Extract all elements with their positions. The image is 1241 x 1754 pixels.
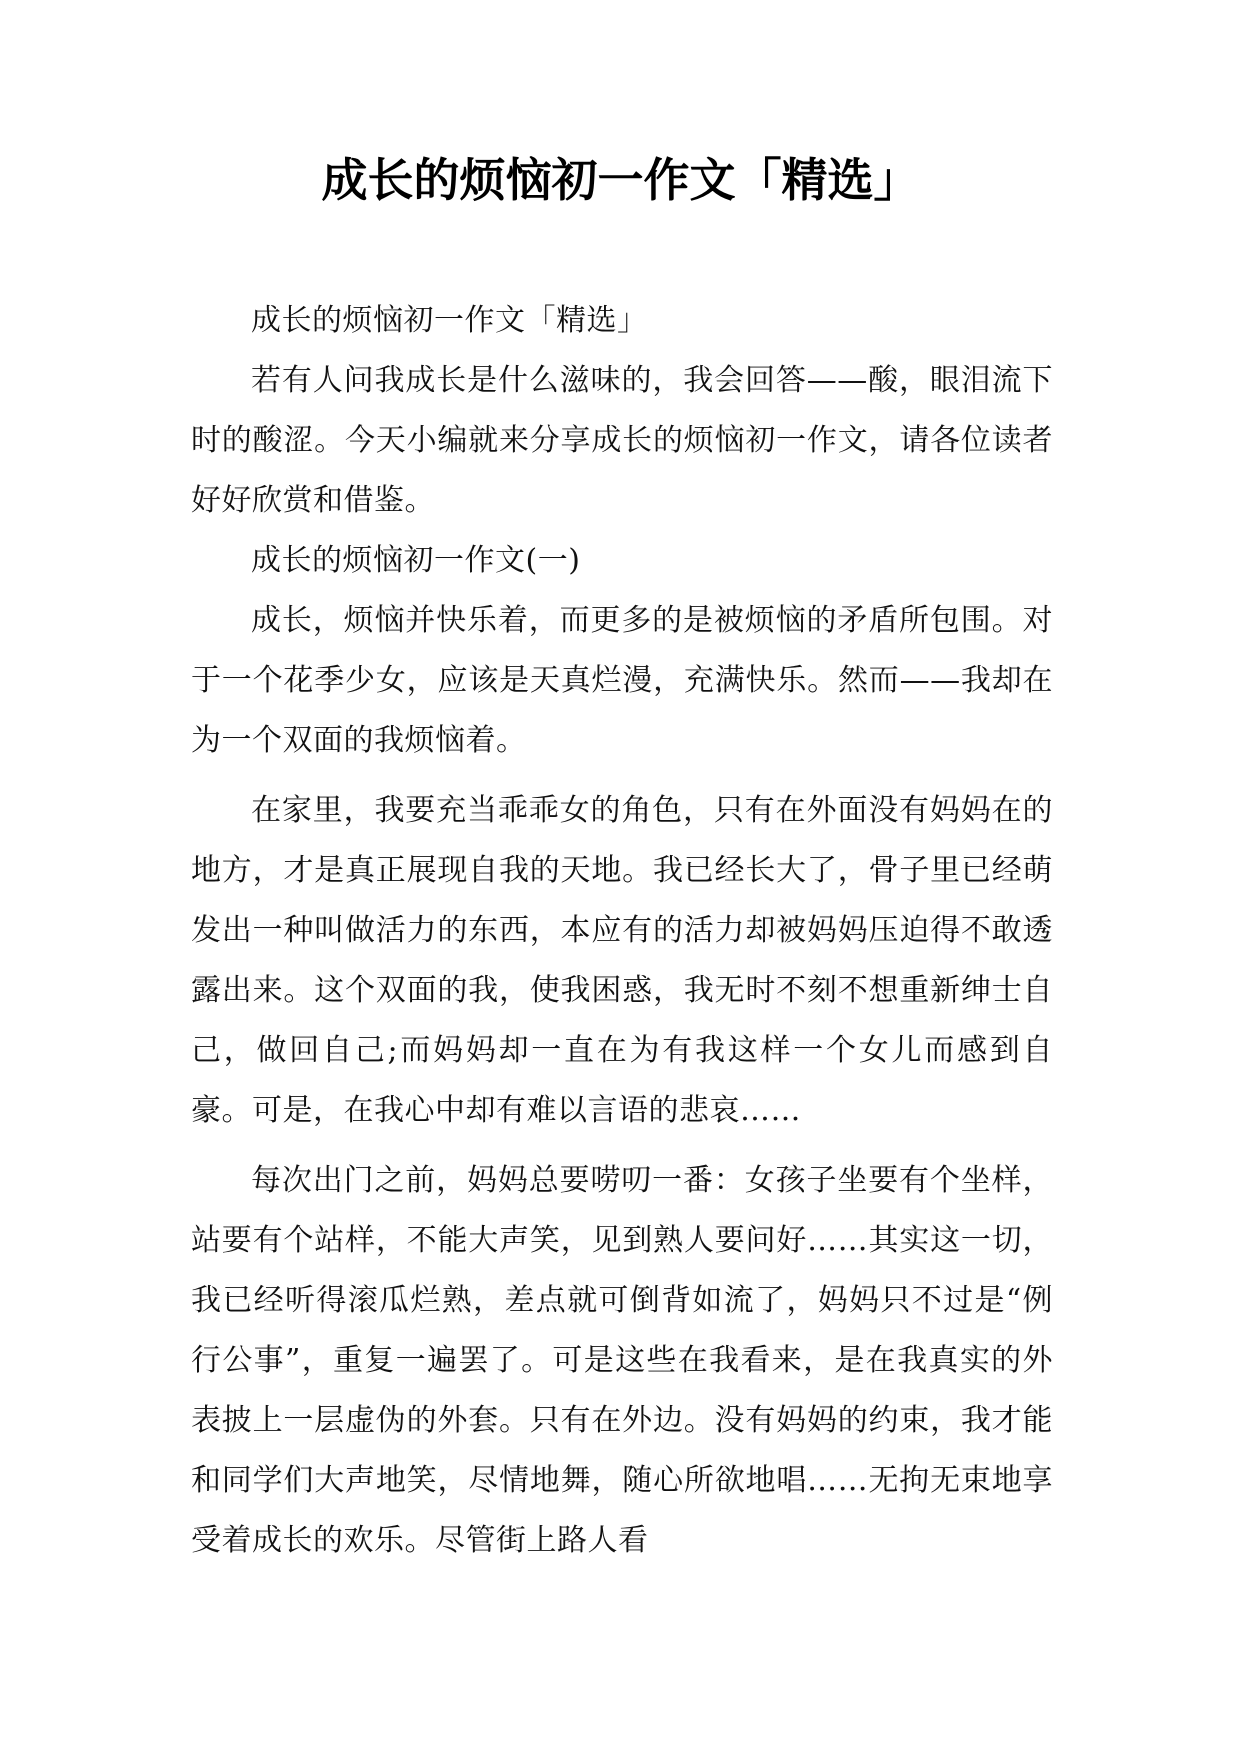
paragraph-subtitle: 成长的烦恼初一作文「精选」 [251,303,648,338]
paragraph-section-heading: 成长的烦恼初一作文(一) [251,543,581,578]
paragraph-body-1: 成长，烦恼并快乐着，而更多的是被烦恼的矛盾所包围。对于一个花季少女，应该是天真烂漫，充满快乐。然而——我却在为一个双面的我烦恼着。 [191,603,1053,758]
document-body [191,291,1053,1571]
paragraph-body-3: 每次出门之前，妈妈总要唠叨一番：女孩子坐要有个坐样，站要有个站样，不能大声笑，见到熟人要问好……其实这一切，我已经听得滚瓜烂熟，差点就可倒背如流了，妈妈只不过是“例行公事”，重复一遍罢了。可是这些在我看来，是在我真实的外表披上一层虚伪的外套。只有在外边。没有妈妈的约束，我才能和同学们大声地笑，尽情地舞，随心所欲地唱……无拘无束地享受着成长的欢乐。尽管街上路人看 [191,1163,1053,1558]
paragraph-intro: 若有人问我成长是什么滋味的，我会回答——酸，眼泪流下时的酸涩。今天小编就来分享成长的烦恼初一作文，请各位读者好好欣赏和借鉴。 [191,363,1053,518]
document-title: 成长的烦恼初一作文「精选」 [321,153,920,207]
paragraph-body-2: 在家里，我要充当乖乖女的角色，只有在外面没有妈妈在的地方，才是真正展现自我的天地。我已经长大了，骨子里已经萌发出一种叫做活力的东西，本应有的活力却被妈妈压迫得不敢透露出来。这个双面的我，使我困惑，我无时不刻不想重新绅士自己，做回自己;而妈妈却一直在为有我这样一个女儿而感到自豪。可是，在我心中却有难以言语的悲哀…… [191,793,1053,1128]
